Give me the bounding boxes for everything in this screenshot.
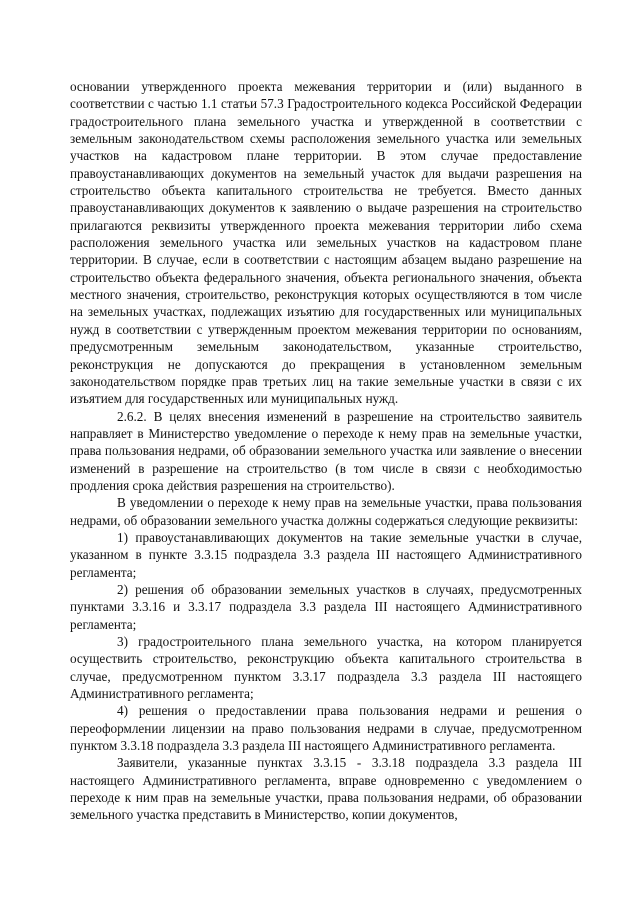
paragraph-applicants: Заявители, указанные пунктах 3.3.15 - 3.3.18 подраздела 3.3 раздела III настоящего Административного регламента, вправе одновременно с уведомлением о переходе к ним прав на земельные участки, права пользования недрами, об образовании земельного участка представить в Министерство, копии документов, — [70, 755, 582, 823]
list-item-1: 1) правоустанавливающих документов на такие земельные участки в случае, указанном в пункте 3.3.15 подраздела 3.3 раздела III настоящего Административного регламента; — [70, 529, 582, 580]
list-item-3: 3) градостроительного плана земельного участка, на котором планируется осуществить строительство, реконструкцию объекта капитального строительства в случае, предусмотренном пунктом 3.3.17 подраздела 3.3 раздела III настоящего Административного регламента; — [70, 634, 582, 702]
paragraph-2-6-2: 2.6.2. В целях внесения изменений в разрешение на строительство заявитель направляет в Министерство уведомление о переходе к нему прав на земельные участки, права пользования недрами, об образовании земельного участка или заявление о внесении изменений в разрешение на строительство (в том числе в связи с необходимостью продления срока действия разрешения на строительство). — [70, 408, 582, 493]
list-item-4: 4) решения о предоставлении права пользования недрами и решения о переоформлении лицензии на право пользования недрами в случае, предусмотренном пунктом 3.3.18 подраздела 3.3 раздела III настоящего Административного регламента. — [70, 703, 582, 754]
list-item-2: 2) решения об образовании земельных участков в случаях, предусмотренных пунктами 3.3.16 и 3.3.17 подраздела 3.3 раздела III настоящего Административного регламента; — [70, 581, 582, 632]
document-page — [70, 78, 582, 824]
paragraph-notification-requisites: В уведомлении о переходе к нему прав на земельные участки, права пользования недрами, об образовании земельного участка должны содержаться следующие реквизиты: — [70, 495, 582, 528]
paragraph-continuation: основании утвержденного проекта межевания территории и (или) выданного в соответствии с частью 1.1 статьи 57.3 Градостроительного кодекса Российской Федерации градостроительного плана земельного участка и утвержденной в соответствии с земельным законодательством схемы расположения земельного участка или земельных участков на кадастровом плане территории. В этом случае предоставление правоустанавливающих документов на земельный участок для выдачи разрешения на строительство объекта капитального строительства не требуется. Вместо данных правоустанавливающих документов к заявлению о выдаче разрешения на строительство прилагаются реквизиты утвержденного проекта межевания территории либо схема расположения земельного участка или земельных участков на кадастровом плане территории. В случае, если в соответствии с настоящим абзацем выдано разрешение на строительство объекта федерального значения, объекта регионального значения, объекта местного значения, строительство, реконструкция которых осуществляются в том числе на земельных участках, подлежащих изъятию для государственных или муниципальных нужд в соответствии с утвержденным проектом межевания территории по основаниям, предусмотренным земельным законодательством, указанные строительство, реконструкция не допускаются до прекращения в установленном земельным законодательством порядке прав третьих лиц на такие земельные участки в связи с их изъятием для государственных или муниципальных нужд. — [70, 79, 582, 407]
